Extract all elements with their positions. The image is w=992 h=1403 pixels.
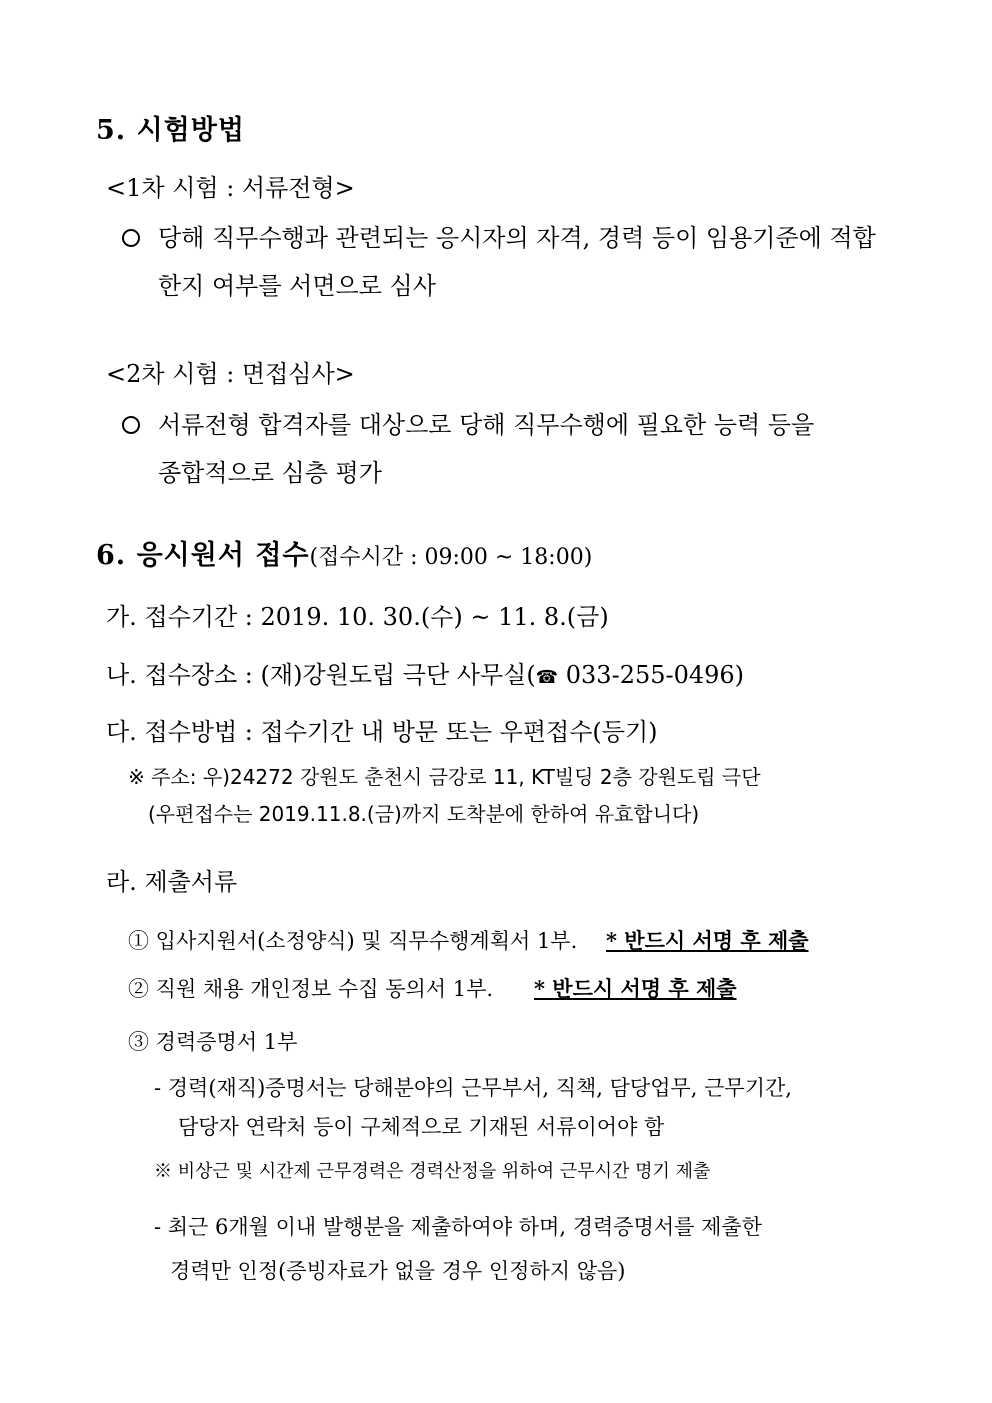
section6-heading-note: (접수시간 : 09:00 ~ 18:00): [309, 545, 593, 570]
reception-method: 다. 접수방법 : 접수기간 내 방문 또는 우편접수(등기): [106, 718, 658, 746]
doc3-item1-line2: 담당자 연락처 등이 구체적으로 기재된 서류이어야 함: [178, 1115, 665, 1139]
document-item-2-note: * 반드시 서명 후 제출: [534, 976, 737, 1001]
round2-bullet-line2: 종합적으로 심층 평가: [158, 459, 382, 487]
document-item-1-note: * 반드시 서명 후 제출: [606, 928, 809, 953]
doc3-item1-line1: - 경력(재직)증명서는 당해분야의 근무부서, 직책, 담당업무, 근무기간,: [154, 1076, 792, 1100]
round2-bullet: [122, 412, 140, 442]
round2-title: <2차 시험 : 면접심사>: [106, 360, 355, 388]
document-item-2-text: ② 직원 채용 개인정보 수집 동의서 1부.: [128, 977, 494, 1001]
document-item-1: [128, 926, 577, 956]
phone-icon: ☎: [535, 667, 559, 688]
round1-bullet: [122, 225, 140, 255]
reception-place-text: 나. 접수장소 : (재)강원도립 극단 사무실(: [106, 661, 536, 689]
section6-heading: [96, 541, 592, 573]
document-item-1-text: ① 입사지원서(소정양식) 및 직무수행계획서 1부.: [128, 929, 578, 953]
doc3-item2-line2: 경력만 인정(증빙자료가 없을 경우 인정하지 않음): [170, 1259, 626, 1283]
section5-heading: 5. 시험방법: [96, 115, 245, 146]
section6-heading-text: 6. 응시원서 접수: [96, 540, 310, 571]
round1-bullet-line1: 당해 직무수행과 관련되는 응시자의 자격, 경력 등이 임용기준에 적합: [158, 224, 876, 252]
reception-period: 가. 접수기간 : 2019. 10. 30.(수) ~ 11. 8.(금): [106, 603, 609, 631]
round2-bullet-line1: 서류전형 합격자를 대상으로 당해 직무수행에 필요한 능력 등을: [158, 411, 815, 439]
reception-place: [106, 660, 744, 693]
reception-place-phone: 033-255-0496): [558, 661, 745, 689]
document-item-2: [128, 974, 493, 1004]
circle-bullet-icon: [122, 229, 140, 247]
address-line2: (우편접수는 2019.11.8.(금)까지 도착분에 한하여 유효합니다): [148, 802, 700, 826]
round1-title: <1차 시험 : 서류전형>: [106, 174, 355, 202]
circle-bullet-icon: [122, 416, 140, 434]
doc3-notice: ※ 비상근 및 시간제 근무경력은 경력산정을 위하여 근무시간 명기 제출: [154, 1161, 711, 1182]
round1-bullet-line2: 한지 여부를 서면으로 심사: [158, 272, 436, 300]
address-line1: ※ 주소: 우)24272 강원도 춘천시 금강로 11, KT빌딩 2층 강원도립 극단: [128, 765, 761, 789]
documents-title: 라. 제출서류: [106, 868, 238, 896]
document-item-3: ③ 경력증명서 1부: [128, 1030, 298, 1054]
doc3-item2-line1: - 최근 6개월 이내 발행분을 제출하여야 하며, 경력증명서를 제출한: [154, 1215, 762, 1239]
